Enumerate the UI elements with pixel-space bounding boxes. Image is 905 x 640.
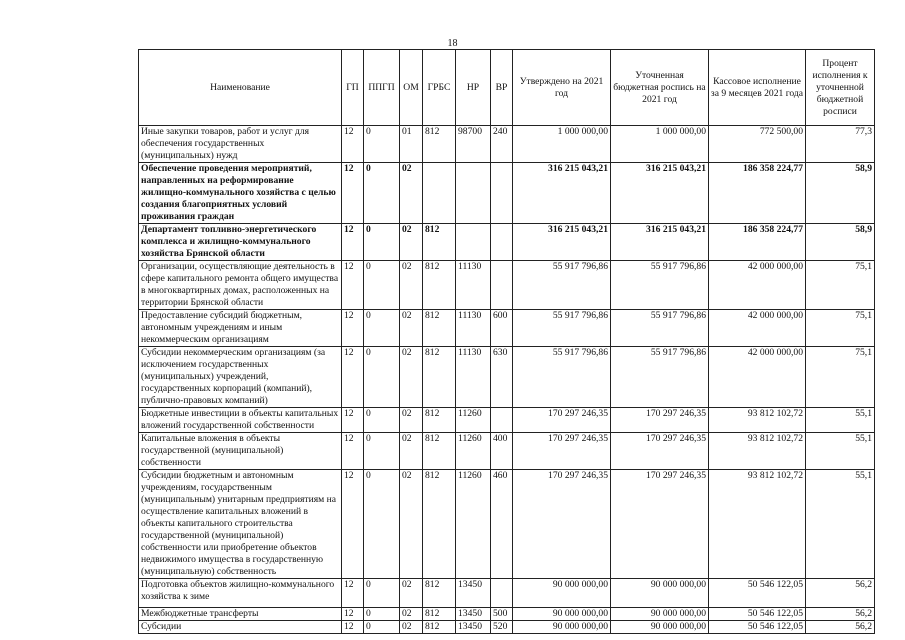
row-approved: 90 000 000,00 — [513, 608, 611, 621]
row-approved: 90 000 000,00 — [513, 579, 611, 608]
row-vr: 520 — [491, 621, 513, 634]
row-grbs: 812 — [423, 470, 456, 579]
row-grbs: 812 — [423, 621, 456, 634]
row-om: 02 — [400, 408, 423, 433]
col-header-grbs: ГРБС — [423, 50, 456, 126]
row-cash: 50 546 122,05 — [709, 579, 806, 608]
row-approved: 55 917 796,86 — [513, 347, 611, 408]
row-om: 01 — [400, 126, 423, 163]
row-approved: 170 297 246,35 — [513, 433, 611, 470]
row-approved: 55 917 796,86 — [513, 310, 611, 347]
row-om: 02 — [400, 470, 423, 579]
row-cash: 93 812 102,72 — [709, 433, 806, 470]
table-row — [139, 310, 875, 347]
row-approved: 55 917 796,86 — [513, 261, 611, 310]
row-cash: 42 000 000,00 — [709, 310, 806, 347]
row-percent: 55,1 — [806, 408, 875, 433]
row-refined: 316 215 043,21 — [611, 163, 709, 224]
row-refined: 170 297 246,35 — [611, 433, 709, 470]
row-grbs: 812 — [423, 433, 456, 470]
row-ppgp: 0 — [364, 470, 400, 579]
row-gp: 12 — [342, 163, 364, 224]
row-grbs: 812 — [423, 224, 456, 261]
row-gp: 12 — [342, 347, 364, 408]
row-om: 02 — [400, 433, 423, 470]
row-grbs: 812 — [423, 261, 456, 310]
row-np — [456, 163, 491, 224]
row-ppgp: 0 — [364, 408, 400, 433]
row-percent: 58,9 — [806, 163, 875, 224]
row-refined: 170 297 246,35 — [611, 408, 709, 433]
row-gp: 12 — [342, 126, 364, 163]
row-gp: 12 — [342, 224, 364, 261]
row-percent: 58,9 — [806, 224, 875, 261]
table-row — [139, 408, 875, 433]
table-row — [139, 224, 875, 261]
row-name: Департамент топливно-энергетического комплекса и жилищно-коммунального хозяйства Брянской области — [139, 224, 342, 261]
row-om: 02 — [400, 224, 423, 261]
row-om: 02 — [400, 347, 423, 408]
table-row — [139, 621, 875, 634]
row-vr: 400 — [491, 433, 513, 470]
row-vr — [491, 163, 513, 224]
row-refined: 90 000 000,00 — [611, 579, 709, 608]
row-cash: 93 812 102,72 — [709, 470, 806, 579]
row-refined: 90 000 000,00 — [611, 621, 709, 634]
col-header-vr: ВР — [491, 50, 513, 126]
row-np: 11130 — [456, 261, 491, 310]
row-cash: 772 500,00 — [709, 126, 806, 163]
row-name: Организации, осуществляющие деятельность в сфере капитального ремонта общего имущества в многоквартирных домах, расположенных на территории Брянской области — [139, 261, 342, 310]
table-row — [139, 470, 875, 579]
row-percent: 55,1 — [806, 470, 875, 579]
row-ppgp: 0 — [364, 433, 400, 470]
row-ppgp: 0 — [364, 347, 400, 408]
row-gp: 12 — [342, 470, 364, 579]
header-row — [139, 50, 875, 126]
row-name: Капитальные вложения в объекты государственной (муниципальной) собственности — [139, 433, 342, 470]
row-refined: 55 917 796,86 — [611, 261, 709, 310]
row-gp: 12 — [342, 608, 364, 621]
row-gp: 12 — [342, 621, 364, 634]
row-approved: 170 297 246,35 — [513, 408, 611, 433]
row-gp: 12 — [342, 579, 364, 608]
row-cash: 186 358 224,77 — [709, 163, 806, 224]
row-approved: 90 000 000,00 — [513, 621, 611, 634]
table-row — [139, 163, 875, 224]
row-gp: 12 — [342, 433, 364, 470]
row-grbs: 812 — [423, 347, 456, 408]
row-ppgp: 0 — [364, 621, 400, 634]
row-percent: 75,1 — [806, 347, 875, 408]
row-name: Обеспечение проведения мероприятий, направленных на реформирование жилищно-коммунального хозяйства с целью создания благоприятных условий проживания граждан — [139, 163, 342, 224]
col-header-approved: Утверждено на 2021 год — [513, 50, 611, 126]
row-cash: 50 546 122,05 — [709, 608, 806, 621]
row-grbs: 812 — [423, 126, 456, 163]
row-np: 98700 — [456, 126, 491, 163]
row-percent: 75,1 — [806, 310, 875, 347]
col-header-name: Наименование — [139, 50, 342, 126]
row-om: 02 — [400, 608, 423, 621]
row-name: Межбюджетные трансферты — [139, 608, 342, 621]
col-header-np: НР — [456, 50, 491, 126]
row-percent: 75,1 — [806, 261, 875, 310]
row-cash: 42 000 000,00 — [709, 261, 806, 310]
row-percent: 55,1 — [806, 433, 875, 470]
row-approved: 1 000 000,00 — [513, 126, 611, 163]
row-np: 11260 — [456, 408, 491, 433]
row-name: Подготовка объектов жилищно-коммунального хозяйства к зиме — [139, 579, 342, 608]
row-gp: 12 — [342, 408, 364, 433]
row-np: 11260 — [456, 470, 491, 579]
col-header-om: ОМ — [400, 50, 423, 126]
row-np: 11260 — [456, 433, 491, 470]
row-vr: 500 — [491, 608, 513, 621]
row-ppgp: 0 — [364, 126, 400, 163]
row-name: Субсидии — [139, 621, 342, 634]
row-om: 02 — [400, 621, 423, 634]
row-percent: 56,2 — [806, 621, 875, 634]
row-np: 11130 — [456, 347, 491, 408]
row-np: 13450 — [456, 608, 491, 621]
row-name: Бюджетные инвестиции в объекты капитальных вложений государственной собственности — [139, 408, 342, 433]
row-vr: 240 — [491, 126, 513, 163]
row-np: 13450 — [456, 621, 491, 634]
row-gp: 12 — [342, 310, 364, 347]
col-header-cash: Кассовое исполнение за 9 месяцев 2021 года — [709, 50, 806, 126]
row-om: 02 — [400, 163, 423, 224]
row-ppgp: 0 — [364, 261, 400, 310]
row-vr — [491, 408, 513, 433]
row-np — [456, 224, 491, 261]
table-row — [139, 347, 875, 408]
row-np: 13450 — [456, 579, 491, 608]
col-header-ppgp: ППГП — [364, 50, 400, 126]
row-ppgp: 0 — [364, 224, 400, 261]
table-row — [139, 126, 875, 163]
row-ppgp: 0 — [364, 608, 400, 621]
row-refined: 90 000 000,00 — [611, 608, 709, 621]
table-row — [139, 433, 875, 470]
table-row — [139, 579, 875, 608]
row-approved: 316 215 043,21 — [513, 163, 611, 224]
row-grbs — [423, 163, 456, 224]
row-vr: 460 — [491, 470, 513, 579]
row-refined: 170 297 246,35 — [611, 470, 709, 579]
row-cash: 42 000 000,00 — [709, 347, 806, 408]
row-ppgp: 0 — [364, 579, 400, 608]
row-percent: 56,2 — [806, 608, 875, 621]
row-cash: 186 358 224,77 — [709, 224, 806, 261]
row-name: Субсидии некоммерческим организациям (за исключением государственных (муниципальных) учреждений, государственных корпораций (компаний), публично-правовых компаний) — [139, 347, 342, 408]
row-cash: 50 546 122,05 — [709, 621, 806, 634]
row-om: 02 — [400, 310, 423, 347]
col-header-gp: ГП — [342, 50, 364, 126]
row-grbs: 812 — [423, 608, 456, 621]
row-approved: 316 215 043,21 — [513, 224, 611, 261]
row-vr — [491, 579, 513, 608]
row-refined: 1 000 000,00 — [611, 126, 709, 163]
table-row — [139, 261, 875, 310]
row-cash: 93 812 102,72 — [709, 408, 806, 433]
col-header-percent: Процент исполнения к уточненной бюджетной росписи — [806, 50, 875, 126]
table-row — [139, 608, 875, 621]
row-grbs: 812 — [423, 408, 456, 433]
row-refined: 55 917 796,86 — [611, 310, 709, 347]
row-name: Предоставление субсидий бюджетным, автономным учреждениям и иным некоммерческим организациям — [139, 310, 342, 347]
row-np: 11130 — [456, 310, 491, 347]
row-refined: 316 215 043,21 — [611, 224, 709, 261]
row-vr — [491, 224, 513, 261]
row-vr — [491, 261, 513, 310]
row-vr: 600 — [491, 310, 513, 347]
col-header-refined: Уточненная бюджетная роспись на 2021 год — [611, 50, 709, 126]
row-percent: 56,2 — [806, 579, 875, 608]
row-grbs: 812 — [423, 579, 456, 608]
row-percent: 77,3 — [806, 126, 875, 163]
row-name: Субсидии бюджетным и автономным учреждениям, государственным (муниципальным) унитарным предприятиям на осуществление капитальных вложений в объекты капитального строительства государственной (муниципальной) собственности или приобретение объектов недвижимого имущества в государственную (муниципальную) собственность — [139, 470, 342, 579]
row-gp: 12 — [342, 261, 364, 310]
budget-table — [138, 49, 875, 634]
row-vr: 630 — [491, 347, 513, 408]
row-refined: 55 917 796,86 — [611, 347, 709, 408]
row-ppgp: 0 — [364, 310, 400, 347]
page-number: 18 — [447, 38, 458, 49]
row-om: 02 — [400, 579, 423, 608]
row-om: 02 — [400, 261, 423, 310]
row-ppgp: 0 — [364, 163, 400, 224]
row-name: Иные закупки товаров, работ и услуг для обеспечения государственных (муниципальных) нужд — [139, 126, 342, 163]
row-approved: 170 297 246,35 — [513, 470, 611, 579]
row-grbs: 812 — [423, 310, 456, 347]
